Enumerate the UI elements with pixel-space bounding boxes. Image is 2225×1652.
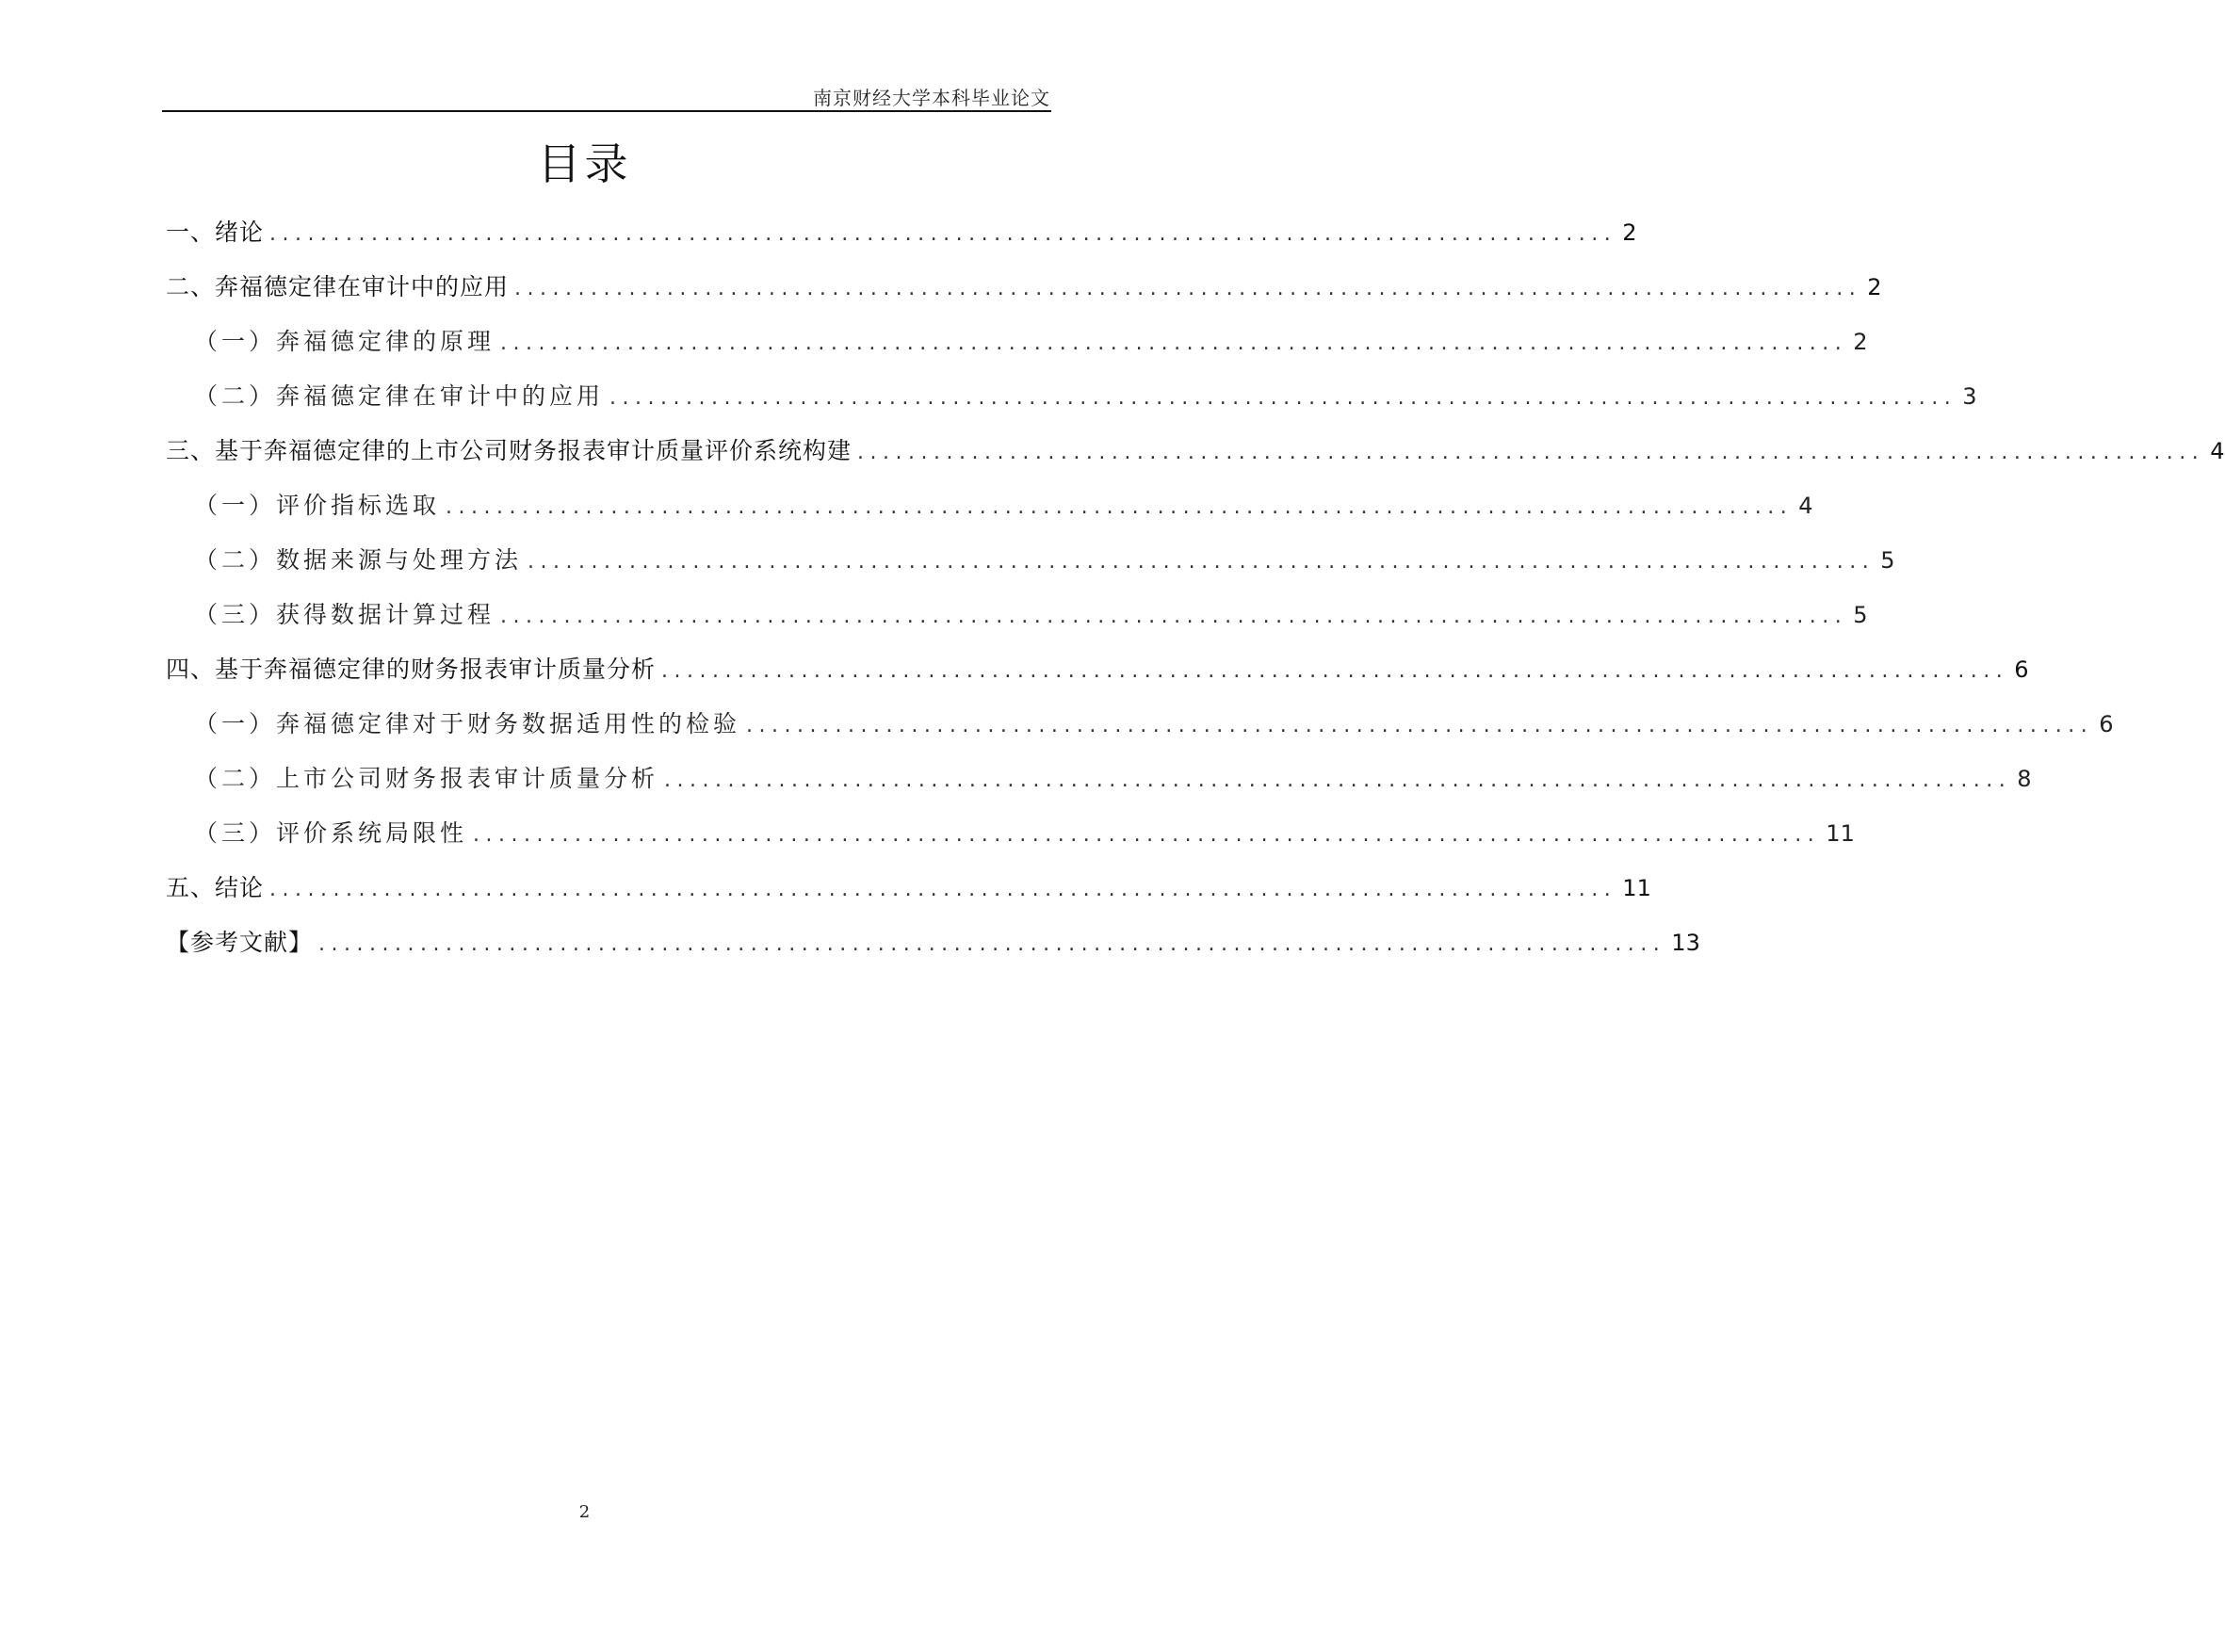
toc-entry[interactable] <box>166 806 1855 861</box>
toc-leader-dots: .......................................................................................................... <box>269 878 1617 901</box>
toc-entry-page: 2 <box>1622 219 1637 246</box>
toc-entry[interactable] <box>166 861 1651 915</box>
toc-entry-label: （三）获得数据计算过程 <box>194 601 495 628</box>
toc-entry-page: 6 <box>2014 656 2029 683</box>
table-of-contents <box>166 205 2225 970</box>
toc-leader-dots: .......................................................................................................... <box>514 277 1862 300</box>
toc-entry-label: （一）奔福德定律的原理 <box>194 328 495 355</box>
toc-entry[interactable] <box>166 260 1882 315</box>
toc-leader-dots: .......................................................................................................... <box>473 823 1821 847</box>
toc-entry-label: （二）数据来源与处理方法 <box>194 546 523 574</box>
toc-entry-label: 【参考文献】 <box>166 929 314 956</box>
toc-entry[interactable] <box>166 205 1637 260</box>
toc-entry-page: 8 <box>2017 766 2032 792</box>
header-divider <box>162 110 1051 112</box>
toc-entry-page: 13 <box>1671 930 1700 956</box>
toc-leader-dots: .......................................................................................................... <box>500 332 1848 355</box>
toc-entry-page: 11 <box>1622 875 1651 901</box>
running-header: 南京财经大学本科毕业论文 <box>813 87 1050 109</box>
toc-entry-label: （一）奔福德定律对于财务数据适用性的检验 <box>194 710 741 737</box>
toc-entry-label: 五、结论 <box>166 874 265 901</box>
toc-leader-dots: .......................................................................................................... <box>318 932 1666 956</box>
toc-leader-dots: .......................................................................................................... <box>609 386 1957 410</box>
toc-leader-dots: .......................................................................................................... <box>446 495 1794 519</box>
toc-leader-dots: .......................................................................................................... <box>857 441 2205 464</box>
toc-leader-dots: .......................................................................................................... <box>500 605 1848 628</box>
toc-entry[interactable] <box>166 533 1895 588</box>
toc-entry[interactable] <box>166 369 1977 424</box>
toc-entry[interactable] <box>166 697 2114 752</box>
toc-entry[interactable] <box>166 915 1700 970</box>
toc-entry[interactable] <box>166 752 2032 806</box>
toc-leader-dots: .......................................................................................................... <box>661 659 2009 683</box>
toc-entry-page: 11 <box>1826 820 1855 847</box>
toc-leader-dots: .......................................................................................................... <box>664 769 2012 792</box>
toc-entry-page: 5 <box>1853 602 1868 628</box>
toc-entry-page: 2 <box>1867 274 1882 300</box>
toc-entry-label: （三）评价系统局限性 <box>194 819 468 847</box>
toc-entry[interactable] <box>166 478 1813 533</box>
toc-entry-label: 一、绪论 <box>166 219 265 246</box>
page-number: 2 <box>578 1502 591 1522</box>
toc-entry-page: 5 <box>1880 547 1895 574</box>
toc-entry-label: 二、奔福德定律在审计中的应用 <box>166 273 510 300</box>
toc-entry[interactable] <box>166 315 1868 369</box>
toc-entry-label: 四、基于奔福德定律的财务报表审计质量分析 <box>166 656 657 683</box>
toc-entry-page: 6 <box>2099 711 2114 737</box>
toc-entry[interactable] <box>166 642 2029 697</box>
toc-leader-dots: .......................................................................................................... <box>269 222 1617 246</box>
toc-entry[interactable] <box>166 588 1868 642</box>
toc-entry-page: 3 <box>1962 383 1977 410</box>
toc-entry-page: 4 <box>2210 438 2225 464</box>
toc-leader-dots: .......................................................................................................... <box>746 714 2094 737</box>
toc-title: 目录 <box>537 138 632 189</box>
toc-entry-label: （二）奔福德定律在审计中的应用 <box>194 382 605 410</box>
toc-leader-dots: .......................................................................................................... <box>528 550 1876 574</box>
toc-entry-label: 三、基于奔福德定律的上市公司财务报表审计质量评价系统构建 <box>166 437 853 464</box>
toc-entry-page: 2 <box>1853 329 1868 355</box>
toc-entry-label: （二）上市公司财务报表审计质量分析 <box>194 765 659 792</box>
toc-entry[interactable] <box>166 424 2225 478</box>
toc-entry-page: 4 <box>1798 493 1813 519</box>
toc-entry-label: （一）评价指标选取 <box>194 492 441 519</box>
